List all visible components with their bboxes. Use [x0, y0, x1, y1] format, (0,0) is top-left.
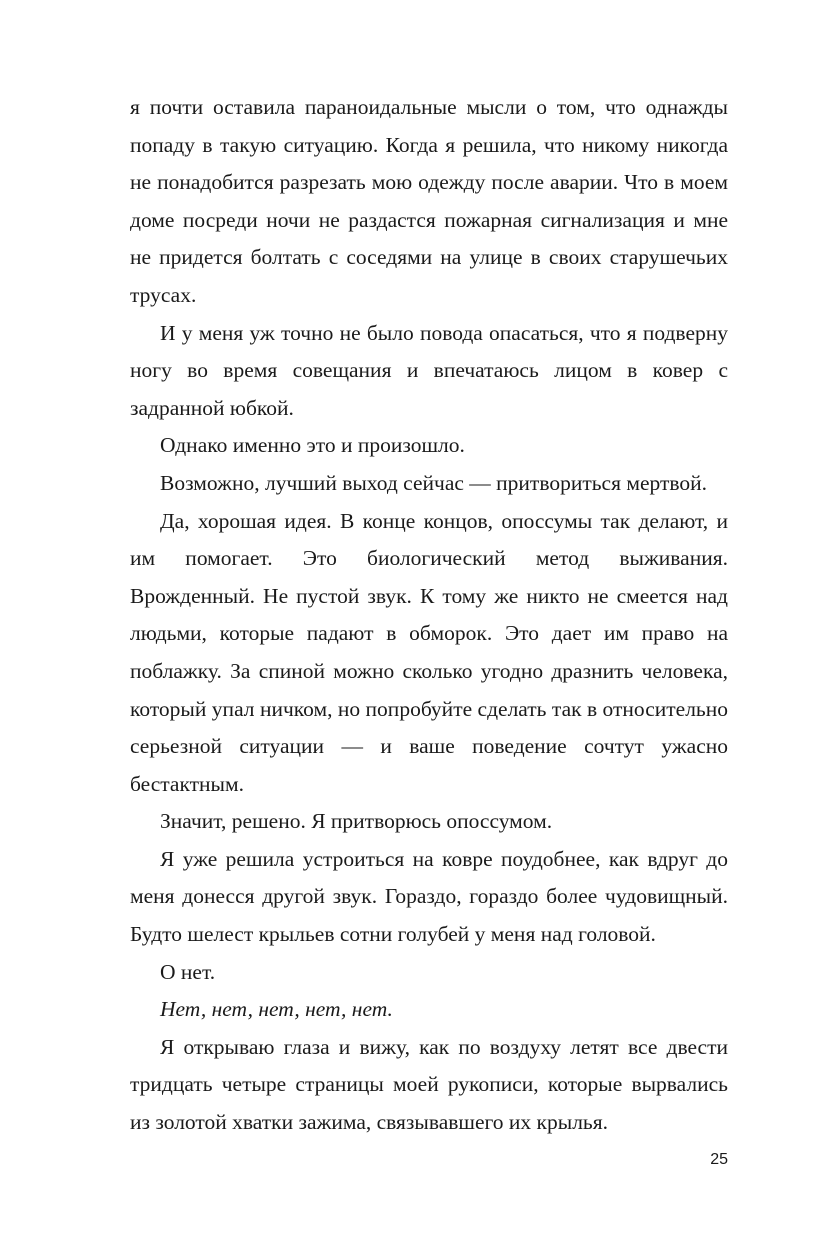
paragraph-8: О нет.: [160, 959, 216, 984]
paragraph-5: Да, хорошая идея. В конце концов, опоссумы так делают, и им помогает. Это биологический метод выживания. Врожденный. Не пустой звук. К тому же никто не смеется над людьми, которые падают в обморок. Это дает им право на поблажку. За спиной можно сколько угодно дразнить человека, который упал ничком, но попробуйте сделать так в относительно серьезной ситуации — и ваше поведение сочтут ужасно бестактным.: [130, 508, 728, 796]
paragraph-6: Значит, решено. Я притворюсь опоссумом.: [160, 809, 553, 834]
paragraph-10: Я открываю глаза и вижу, как по воздуху летят все двести тридцать четыре страницы моей рукописи, которые вырвались из золотой хватки зажима, связывавшего их крылья.: [130, 1034, 728, 1135]
paragraph-3: Однако именно это и произошло.: [160, 433, 465, 458]
page-number: 25: [710, 1151, 728, 1168]
paragraph-9-italic: Нет, нет, нет, нет, нет.: [160, 997, 393, 1022]
paragraph-7: Я уже решила устроиться на ковре поудобнее, как вдруг до меня донесся другой звук. Гораздо, гораздо более чудовищный. Будто шелест крыльев сотни голубей у меня над головой.: [130, 846, 728, 947]
paragraph-4: Возможно, лучший выход сейчас — притвориться мертвой.: [160, 470, 707, 495]
paragraph-2: И у меня уж точно не было повода опасаться, что я подверну ногу во время совещания и впечатаюсь лицом в ковер с задранной юбкой.: [130, 320, 728, 420]
body-text: [130, 89, 728, 1142]
paragraph-1: я почти оставила параноидальные мысли о том, что однажды попаду в такую ситуацию. Когда я решила, что никому никогда не понадобится разрезать мою одежду после аварии. Что в моем доме посреди ночи не раздастся пожарная сигнализация и мне не придется болтать с соседями на улице в своих старушечьих трусах.: [130, 95, 728, 307]
